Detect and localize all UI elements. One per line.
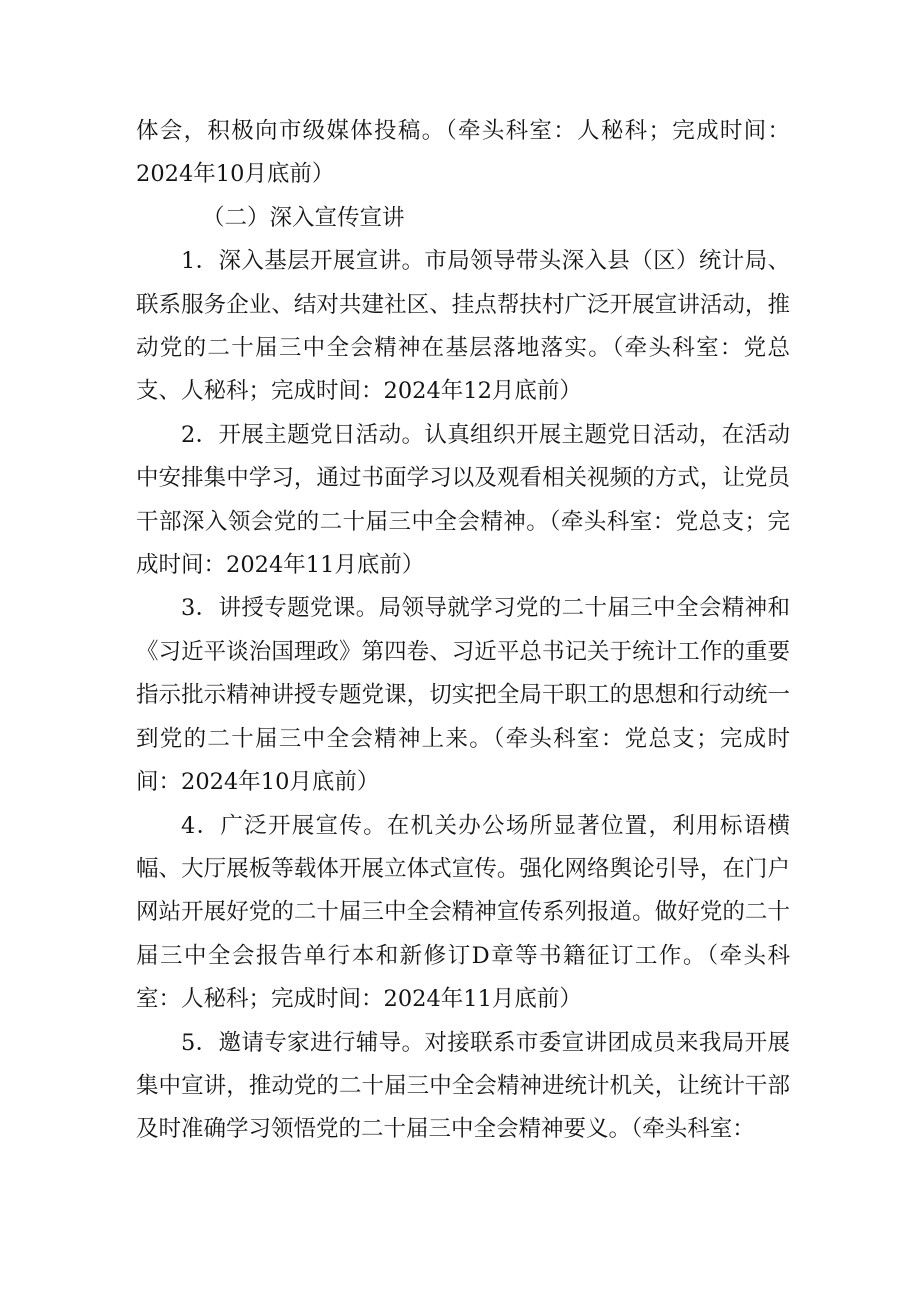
list-item-2: 2．开展主题党日活动。认真组织开展主题党日活动，在活动中安排集中学习，通过书面学习以及观看相关视频的方式，让党员干部深入领会党的二十届三中全会精神。（牵头科室：党总支；完成时间：2024年11月底前）	[136, 421, 790, 579]
list-item-3: 3．讲授专题党课。局领导就学习党的二十届三中全会精神和《习近平谈治国理政》第四卷、习近平总书记关于统计工作的重要指示批示精神讲授专题党课，切实把全局干职工的思想和行动统一到党的二十届三中全会精神上来。（牵头科室：党总支；完成时间：2024年10月底前）	[136, 595, 790, 796]
list-item-1: 1．深入基层开展宣讲。市局领导带头深入县（区）统计局、联系服务企业、结对共建社区、挂点帮扶村广泛开展宣讲活动，推动党的二十届三中全会精神在基层落地落实。（牵头科室：党总支、人秘科；完成时间：2024年12月底前）	[136, 248, 790, 405]
list-item-5: 5．邀请专家进行辅导。对接联系市委宣讲团成员来我局开展集中宣讲，推动党的二十届三中全会精神进统计机关，让统计干部及时准确学习领悟党的二十届三中全会精神要义。（牵头科室：	[136, 1029, 790, 1143]
list-item-4: 4．广泛开展宣传。在机关办公场所显著位置，利用标语横幅、大厅展板等载体开展立体式宣传。强化网络舆论引导，在门户网站开展好党的二十届三中全会精神宣传系列报道。做好党的二十届三中全会报告单行本和新修订D章等书籍征订工作。（牵头科室：人秘科；完成时间：2024年11月底前）	[136, 812, 790, 1013]
document-body	[136, 110, 790, 1152]
paragraph-intro-continuation: 体会，积极向市级媒体投稿。（牵头科室：人秘科；完成时间：2024年10月底前）	[136, 118, 790, 188]
section-heading: （二）深入宣传宣讲	[202, 204, 405, 231]
